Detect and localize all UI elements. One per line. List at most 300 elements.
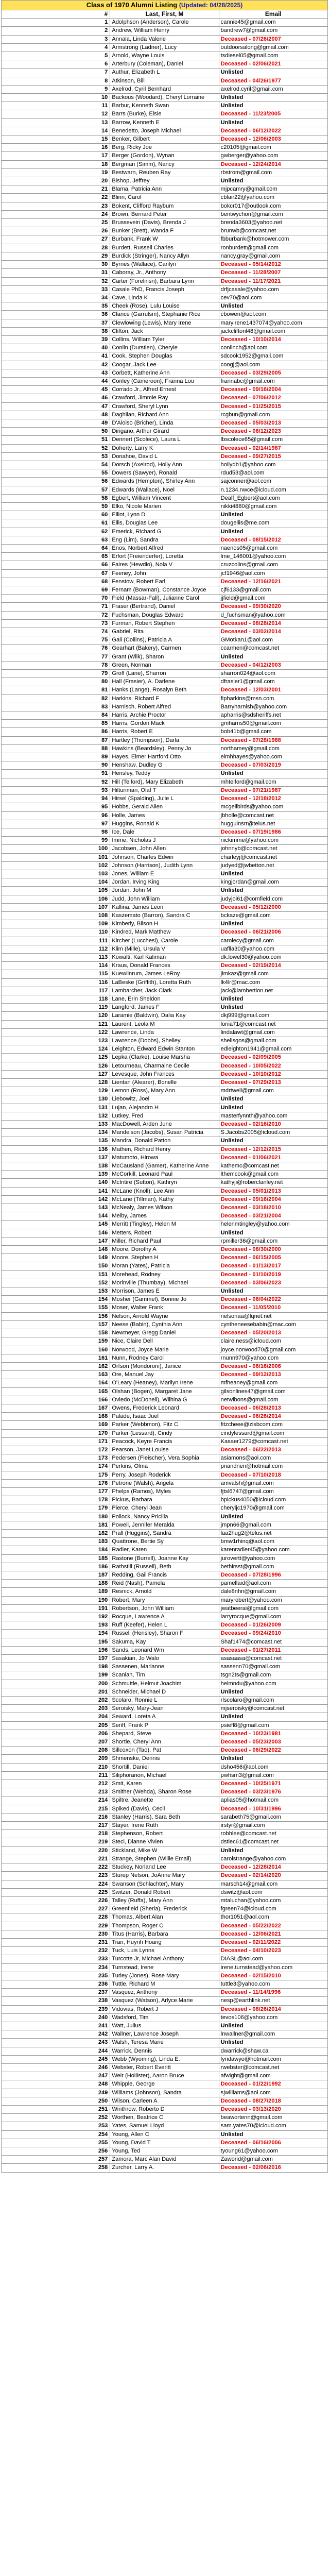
table-row [2, 311, 328, 319]
email-address[interactable]: pnandnen@hotmail.com [219, 1463, 327, 1471]
email-address[interactable]: rnunn970@yahoo.com [219, 1354, 327, 1362]
email-address[interactable]: helmndu@yahoo.com [219, 1680, 327, 1688]
email-address[interactable]: sharron024@aol.com [219, 670, 327, 678]
alumni-name: Thompson, Roger C [110, 1922, 219, 1930]
email-address[interactable]: outdoorsalong@gmail.com [219, 43, 327, 52]
email-address[interactable]: beawortenn@gmail.com [219, 2114, 327, 2122]
email-address[interactable]: bandrew7@gmail.com [219, 27, 327, 35]
alumni-name: Benedetto, Joseph Michael [110, 127, 219, 135]
table-row [2, 811, 328, 820]
alumni-name: Field (Massar-Fall), Julianne Carol [110, 595, 219, 603]
email-address[interactable]: maryrobert@yahoo.com [219, 1596, 327, 1604]
email-address[interactable]: mtaluchan@yahoo.com [219, 1896, 327, 1905]
alumni-name: Yates, Samuel Lloyd [110, 2122, 219, 2130]
email-address[interactable]: cev70@aol.com [219, 294, 327, 302]
alumni-name: Ice, Dale [110, 828, 219, 836]
deceased-status: Deceased - 06/15/2005 [219, 1254, 327, 1262]
alumni-name: Atkinson, Bill [110, 77, 219, 85]
row-number: 122 [2, 1028, 110, 1037]
alumni-name: Palade, Isaac Juel [110, 1413, 219, 1421]
deceased-status: Deceased - 09/30/2020 [219, 603, 327, 611]
deceased-status: Deceased - 07/21/1987 [219, 786, 327, 794]
email-address[interactable]: bckaze@gmail.com [219, 911, 327, 920]
email-address[interactable]: robhlee@comcast.net [219, 1830, 327, 1838]
email-address[interactable]: lnwallner@gmail.com [219, 2030, 327, 2039]
email-address[interactable]: rwebster@comcast.net [219, 2063, 327, 2072]
row-number: 70 [2, 595, 110, 603]
row-number: 46 [2, 394, 110, 402]
row-number: 247 [2, 2072, 110, 2080]
email-address[interactable]: dfrasier1@gmail.com [219, 678, 327, 686]
row-number: 125 [2, 1054, 110, 1062]
deceased-status: Deceased - 12/16/2021 [219, 578, 327, 586]
email-address[interactable]: kingjordan@gmail.com [219, 878, 327, 887]
email-address[interactable]: mcgellbirds@yahoo.com [219, 803, 327, 811]
email-address[interactable]: Kasaer1279@comcast.net [219, 1437, 327, 1446]
row-number: 211 [2, 1771, 110, 1780]
email-address[interactable]: bmw1rhinq@aol.com [219, 1538, 327, 1546]
email-address[interactable]: frannabc@gmail.com [219, 377, 327, 385]
email-address[interactable]: gilsonlines47@gmail.com [219, 1387, 327, 1396]
email-address[interactable]: lme_146001@yahoo.com [219, 553, 327, 561]
email-address[interactable]: nickimme@yahoo.com [219, 837, 327, 845]
email-address[interactable]: rpmiller36@gmail.com [219, 1237, 327, 1245]
email-address[interactable]: cannie45@gmail.com [219, 19, 327, 27]
email-address[interactable]: conlinch@aol.com [219, 344, 327, 352]
email-address[interactable]: d_fuchsman@yahoo.com [219, 611, 327, 619]
email-address[interactable]: jwatbeerai@gmail.com [219, 1604, 327, 1613]
email-address[interactable]: naenos05@gmail.com [219, 545, 327, 553]
email-address[interactable]: hugguinsrr@telus.net [219, 820, 327, 828]
email-address[interactable]: dale8nhn@gmail.com [219, 1588, 327, 1596]
table-row [2, 995, 328, 1003]
table-row [2, 678, 328, 686]
email-address[interactable]: netwibons@gmail.com [219, 1396, 327, 1404]
email-address[interactable]: jjfield@gmail.com [219, 595, 327, 603]
email-address[interactable]: jmpn66@gmail.com [219, 1521, 327, 1529]
email-address[interactable]: fgreen74@icloud.com [219, 1905, 327, 1913]
email-address[interactable]: drfjcasale@yahoo.com [219, 285, 327, 294]
table-row [2, 2080, 328, 2089]
row-number: 118 [2, 995, 110, 1003]
row-number: 9 [2, 85, 110, 93]
email-address[interactable]: dswitz@aol.com [219, 1888, 327, 1896]
email-address[interactable]: uaflla30@yahoo.com [219, 945, 327, 953]
email-address[interactable]: S.Jacobs2005@icloud.com [219, 1129, 327, 1137]
row-number: 239 [2, 2005, 110, 2013]
email-address[interactable]: jimkaz@gmail.com [219, 970, 327, 978]
email-address[interactable]: judyed@jwbetton.net [219, 861, 327, 870]
table-row [2, 1671, 328, 1680]
alumni-name: Dennert (Scolece), Laura L [110, 436, 219, 444]
email-address[interactable]: bentwychon@gmail.com [219, 210, 327, 218]
email-address[interactable]: bpickus4050@icloud.com [219, 1496, 327, 1504]
alumni-name: Morinville (Thumbay), Michael [110, 1279, 219, 1287]
alumni-name: Stuckey, Norland Lee [110, 1863, 219, 1872]
alumni-name: MacDowell, Arden June [110, 1121, 219, 1129]
email-address[interactable]: rbstrom@gmail.com [219, 168, 327, 177]
alumni-name: Sasakian, Jo Walo [110, 1655, 219, 1663]
alumni-name: Pollock, Nancy Pricilla [110, 1513, 219, 1521]
alumni-name: Burdett, Russell Charles [110, 244, 219, 252]
table-row [2, 2047, 328, 2055]
table-row [2, 1237, 328, 1245]
table-row [2, 77, 328, 85]
email-address[interactable]: claire.ness@icloud.com [219, 1337, 327, 1346]
table-row [2, 1396, 328, 1404]
email-address[interactable]: charleyj@comcast.net [219, 853, 327, 861]
email-address[interactable]: kathemc@comcast.net [219, 1162, 327, 1171]
email-address[interactable]: larryrocque@gmail.com [219, 1613, 327, 1621]
alumni-name: Furman, Robert Stephen [110, 619, 219, 628]
row-number: 62 [2, 528, 110, 536]
row-number: 129 [2, 1087, 110, 1095]
alumni-name: Shmenske, Dennis [110, 1755, 219, 1763]
alumni-name: Peacock, Keyre Francis [110, 1437, 219, 1446]
email-address[interactable]: bethirsst@gmail.com [219, 1563, 327, 1571]
table-row [2, 1262, 328, 1270]
row-number: 64 [2, 545, 110, 553]
table-row [2, 870, 328, 878]
alumni-name: Vasquez (Watson), Arlyce Marie [110, 1997, 219, 2005]
email-address[interactable]: coogj@aol.com [219, 361, 327, 369]
email-address[interactable]: cindylessard@gmail.com [219, 1429, 327, 1437]
email-address[interactable]: GMotkan1@aol.com [219, 636, 327, 645]
deceased-status: Deceased - 03/18/2010 [219, 1204, 327, 1212]
alumni-name: McIntire (Sutton), Kathryn [110, 1179, 219, 1187]
row-number: 61 [2, 519, 110, 528]
email-address[interactable]: mjseroisky@comcast.net [219, 1705, 327, 1713]
row-number: 176 [2, 1479, 110, 1487]
email-address[interactable]: bob41b@gmail.com [219, 728, 327, 736]
alumni-name: Seward, Loreta A [110, 1713, 219, 1721]
email-address[interactable]: sdcook1952@gmail.com [219, 352, 327, 361]
email-address[interactable]: cbowen@aol.com [219, 311, 327, 319]
email-address[interactable]: mfheaney@gmail.com [219, 1379, 327, 1387]
email-address[interactable]: irstyr@gmail.com [219, 1822, 327, 1830]
deceased-status: Deceased - 11/17/2021 [219, 277, 327, 285]
email-address[interactable]: nikki4880@gmail.com [219, 502, 327, 511]
email-address[interactable]: jack@lambertion.net [219, 987, 327, 995]
table-row [2, 277, 328, 285]
table-row [2, 1028, 328, 1037]
table-row [2, 428, 328, 436]
email-address[interactable]: apharris@sdsheriffs.net [219, 711, 327, 720]
row-number: 234 [2, 1963, 110, 1972]
unlisted-status: Unlisted [219, 2130, 327, 2139]
alumni-name: Corbett, Katherine Ann [110, 369, 219, 377]
email-address[interactable]: c20105@gmail.com [219, 144, 327, 152]
row-number: 58 [2, 494, 110, 502]
email-address[interactable]: tsgn2ts@gmail.com [219, 1671, 327, 1680]
table-row [2, 1947, 328, 1955]
email-address[interactable]: Zaworid@gmail.com [219, 2156, 327, 2164]
table-row [2, 2130, 328, 2139]
email-address[interactable]: rlscolaro@gmail.com [219, 1697, 327, 1705]
email-address[interactable]: shellsgos@gmail.com [219, 1037, 327, 1045]
email-address[interactable]: brenda3603@yahoo.net [219, 219, 327, 227]
row-number: 167 [2, 1404, 110, 1412]
alumni-name: Adolphson (Anderson), Carole [110, 19, 219, 27]
email-address[interactable]: laa2hug2@telus.net [219, 1529, 327, 1537]
alumni-name: Axelrod, Cyril Bernhard [110, 85, 219, 93]
email-address[interactable]: marsch14@gmail.com [219, 1880, 327, 1888]
email-address[interactable]: pamellaid@aol.com [219, 1580, 327, 1588]
deceased-status: Deceased - 06/29/2022 [219, 1747, 327, 1755]
table-row [2, 1604, 328, 1613]
table-row [2, 344, 328, 352]
email-address[interactable]: northamey@gmail.com [219, 744, 327, 753]
row-number: 210 [2, 1763, 110, 1771]
table-row [2, 1730, 328, 1738]
email-address[interactable]: lbscolece65@gmail.com [219, 436, 327, 444]
email-address[interactable]: cheryljc1970@gmail.com [219, 1504, 327, 1513]
email-address[interactable]: n.1234.nwce@icloud.com [219, 486, 327, 494]
email-address[interactable]: sjwilliams@aol.com [219, 2089, 327, 2097]
email-address[interactable]: pwhsm3@gmail.com [219, 1771, 327, 1780]
alumni-name: Ruff (Keefer), Helen L [110, 1621, 219, 1630]
email-address[interactable]: fbburbank@hotmower.com [219, 235, 327, 244]
row-number: 51 [2, 436, 110, 444]
table-row [2, 536, 328, 544]
table-row [2, 2055, 328, 2063]
email-address[interactable]: ccarmen@comcast.net [219, 645, 327, 653]
alumni-name: Blama, Patricia Ann [110, 185, 219, 194]
email-address[interactable]: lk4lr@mac.com [219, 978, 327, 987]
alumni-name: Owens, Frederick Leonard [110, 1404, 219, 1412]
row-number: 225 [2, 1888, 110, 1896]
row-number: 49 [2, 419, 110, 427]
table-row [2, 1320, 328, 1329]
email-address[interactable]: Barryharnish@yahoo.com [219, 703, 327, 711]
alumni-name: Stickland, Mike W [110, 1846, 219, 1855]
email-address[interactable]: lyndawyo@hotmail.com [219, 2055, 327, 2063]
email-address[interactable]: dstlec61@comcast.net [219, 1838, 327, 1846]
email-address[interactable]: edleighton1941@gmail.com [219, 1045, 327, 1054]
email-address[interactable]: psiefl8@gmail.com [219, 1721, 327, 1730]
row-number: 32 [2, 277, 110, 285]
email-address[interactable]: johnnyb@comcast.net [219, 845, 327, 853]
email-address[interactable]: elmhhayes@yahoo.com [219, 753, 327, 761]
table-row [2, 1020, 328, 1028]
alumni-name: Sands, Leonard Wm [110, 1646, 219, 1654]
row-number: 187 [2, 1571, 110, 1579]
email-address[interactable]: sajconner@aol.com [219, 478, 327, 486]
alumni-name: Benker, Gilbert [110, 135, 219, 144]
table-row [2, 1095, 328, 1104]
table-row [2, 786, 328, 794]
email-address[interactable]: masterfynnth@yahoo.com [219, 1112, 327, 1120]
table-row [2, 1989, 328, 1997]
email-address[interactable]: dsho456@aol.com [219, 1763, 327, 1771]
email-address[interactable]: jurovertt@yahoo.com [219, 1554, 327, 1563]
email-address[interactable]: kathyji@roberclanley.net [219, 1179, 327, 1187]
deceased-status: Deceased - 09/27/2015 [219, 452, 327, 461]
email-address[interactable]: Shaf1474@comcast.net [219, 1638, 327, 1646]
table-row [2, 127, 328, 135]
email-address[interactable]: dwarrick@shaw.ca [219, 2047, 327, 2055]
email-address[interactable]: aplias05@hotmail.com [219, 1797, 327, 1805]
table-row [2, 628, 328, 636]
email-address[interactable]: asiamons@aol.com [219, 1454, 327, 1463]
email-address[interactable]: jackcliftonl48@gmail.com [219, 327, 327, 335]
table-row [2, 478, 328, 486]
table-row [2, 2089, 328, 2097]
alumni-name: Wadsford, Tim [110, 2013, 219, 2022]
unlisted-status: Unlisted [219, 1095, 327, 1104]
alumni-name: Lane, Erin Sheldon [110, 995, 219, 1003]
table-row [2, 1171, 328, 1179]
deceased-status: Deceased - 02/15/2010 [219, 1972, 327, 1980]
deceased-status: Deceased - 09/24/2010 [219, 1630, 327, 1638]
email-address[interactable]: cruzcolins@gmail.com [219, 561, 327, 569]
email-address[interactable]: lindalawt@gmail.com [219, 1028, 327, 1037]
table-row [2, 1513, 328, 1521]
email-address[interactable]: DIASL@aol.com [219, 1955, 327, 1963]
table-row [2, 1546, 328, 1554]
row-number: 213 [2, 1788, 110, 1797]
email-address[interactable]: carolecy@gmail.com [219, 937, 327, 945]
table-row [2, 1680, 328, 1688]
alumni-name: Hirsel (Spalding), Julie L [110, 795, 219, 803]
row-number: 8 [2, 77, 110, 85]
alumni-name: Jones, William E [110, 870, 219, 878]
row-number: 195 [2, 1638, 110, 1646]
email-address[interactable]: lonia71@comcast.net [219, 1020, 327, 1028]
email-address[interactable]: tsdiesel05@gmail.com [219, 52, 327, 60]
alumni-name: Andrew, William Henry [110, 27, 219, 35]
email-address[interactable]: joyce.norwood70@gmail.com [219, 1346, 327, 1354]
alumni-name: Blinn, Carol [110, 194, 219, 202]
email-address[interactable]: brunwb@comcast.net [219, 227, 327, 235]
alumni-name: Jordan, Irving King [110, 878, 219, 887]
alumni-name: Daghlian, Richard Ann [110, 411, 219, 419]
table-row [2, 1980, 328, 1988]
table-row [2, 252, 328, 260]
table-row [2, 1004, 328, 1012]
email-address[interactable]: maryirene1437074@yahoo.com [219, 319, 327, 327]
email-address[interactable]: mhtelford@gmail.com [219, 778, 327, 786]
email-address[interactable]: lthemcook@gmail.com [219, 1171, 327, 1179]
email-address[interactable]: ronburdett@gmail.com [219, 244, 327, 252]
table-row [2, 1354, 328, 1362]
row-number: 123 [2, 1037, 110, 1045]
alumni-name: Eng (Lim), Sandra [110, 536, 219, 544]
email-address[interactable]: mdrtwell@gmail.com [219, 1087, 327, 1095]
email-address[interactable]: judyjoi61@comfield.com [219, 895, 327, 903]
email-address[interactable]: fipharkins@msn.com [219, 694, 327, 703]
table-row [2, 1554, 328, 1563]
email-address[interactable]: irene.turnstead@yahoo.com [219, 1963, 327, 1972]
email-address[interactable]: cjf6133@gmail.com [219, 586, 327, 595]
email-address[interactable]: jcf1946@aol.com [219, 569, 327, 578]
email-address[interactable]: sassenn70@gmail.com [219, 1663, 327, 1671]
email-address[interactable]: afwight@gmail.com [219, 2072, 327, 2080]
alumni-name: Turcotte Jr, Michael Anthony [110, 1955, 219, 1963]
email-address[interactable]: tuttle3@yahoo.com [219, 1980, 327, 1988]
row-number: 24 [2, 210, 110, 218]
email-address[interactable]: asasaasa@comcast.net [219, 1655, 327, 1663]
alumni-name: Erfort (Freienderfer), Loretta [110, 553, 219, 561]
email-address[interactable]: nancy.gray@gmail.com [219, 252, 327, 260]
updated-date: (Updated: 04/28/2025) [179, 1, 243, 9]
table-row [2, 369, 328, 377]
email-address[interactable]: Dealf_Egbert@aol.com [219, 494, 327, 502]
alumni-name: Doherty, Larry K [110, 444, 219, 452]
email-address[interactable]: tyoung61@yahoo.com [219, 2147, 327, 2156]
deceased-status: Deceased - 09/16/2004 [219, 1195, 327, 1204]
email-address[interactable]: gmharris50@gmail.com [219, 720, 327, 728]
email-address[interactable]: gwberger@yahoo.com [219, 152, 327, 160]
table-row [2, 168, 328, 177]
deceased-status: Deceased - 12/12/2015 [219, 1145, 327, 1154]
table-row [2, 1270, 328, 1279]
email-address[interactable]: cyntheneesebabin@mac.com [219, 1320, 327, 1329]
table-row [2, 1913, 328, 1922]
table-row [2, 1922, 328, 1930]
table-row [2, 327, 328, 335]
email-address[interactable]: karenradler45@yahoo.com [219, 1546, 327, 1554]
row-number: 14 [2, 127, 110, 135]
email-address[interactable]: helenmtingley@yahoo.com [219, 1221, 327, 1229]
email-address[interactable]: fitzcheee@zisbcom.com [219, 1421, 327, 1429]
email-address[interactable]: jbholle@comcast.net [219, 811, 327, 820]
email-address[interactable]: rcgbun@gmail.com [219, 411, 327, 419]
email-address[interactable]: fjtsl6747@gmail.com [219, 1487, 327, 1496]
email-address[interactable]: sarabeth75@gmail.com [219, 1813, 327, 1821]
table-row [2, 1229, 328, 1237]
email-address[interactable]: nesp@earthlink.net [219, 1997, 327, 2005]
row-number: 164 [2, 1379, 110, 1387]
email-address[interactable]: amvalsh@gmail.com [219, 1479, 327, 1487]
table-row [2, 1304, 328, 1312]
alumni-name: Schneider, Michael D [110, 1688, 219, 1696]
email-address[interactable]: dkj999@gmail.com [219, 1012, 327, 1020]
email-address[interactable]: nelsonaa@lqnet.net [219, 1312, 327, 1320]
email-address[interactable]: hollydb1@yahoo.com [219, 461, 327, 469]
email-address[interactable]: mjpcamry@gmail.com [219, 185, 327, 194]
table-row [2, 661, 328, 669]
row-number: 89 [2, 753, 110, 761]
email-address[interactable]: rdud53@aol.com [219, 469, 327, 478]
email-address[interactable]: bokcr017@outlook.com [219, 202, 327, 210]
row-number: 255 [2, 2139, 110, 2147]
email-address[interactable]: axelrod.cyril@gmail.com [219, 85, 327, 93]
table-row [2, 1346, 328, 1354]
email-address[interactable]: sam.yates70@icloud.com [219, 2122, 327, 2130]
table-row [2, 619, 328, 628]
alumni-name: Crawford, Jimmie Ray [110, 394, 219, 402]
email-address[interactable]: dougellis@me.com [219, 519, 327, 528]
alumni-name: Neese (Babin), Cynthia Ann [110, 1320, 219, 1329]
row-number: 241 [2, 2022, 110, 2030]
alumni-name: Donahoe, David L [110, 452, 219, 461]
email-address[interactable]: cblair22@yahoo.com [219, 194, 327, 202]
alumni-name: Moore, Dorothy A [110, 1246, 219, 1254]
email-address[interactable]: thor1051@aol.com [219, 1913, 327, 1922]
email-address[interactable]: carolstrange@yahoo.com [219, 1855, 327, 1863]
email-address[interactable]: dk.lowel30@yahoo.com [219, 953, 327, 961]
alumni-name: Hartley (Thompson), Darla [110, 736, 219, 744]
alumni-name: Mosher (Gammel), Bonnie Jo [110, 1296, 219, 1304]
email-address[interactable]: tevos106@yahoo.com [219, 2013, 327, 2022]
deceased-status: Deceased - 04/10/2023 [219, 1947, 327, 1955]
row-number: 105 [2, 887, 110, 895]
row-number: 98 [2, 828, 110, 836]
table-row [2, 569, 328, 578]
row-number: 184 [2, 1546, 110, 1554]
deceased-status: Deceased - 01/10/2019 [219, 1270, 327, 1279]
